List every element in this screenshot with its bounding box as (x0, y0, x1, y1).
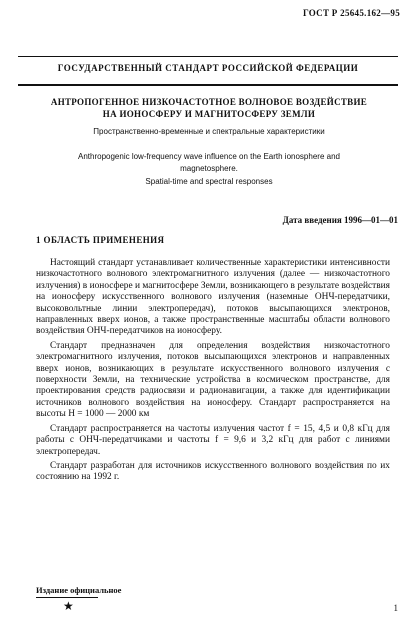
paragraph-1: Настоящий стандарт устанавливает количественные характеристики интенсивности низкочастотного волнового электромагнитного излучения (далее — низкочастотного излучения) в ионосфере и магнитосфере Земли, возникающего в результате воздействия на ионосферу искусственного волнового излучения (наземные ОНЧ-передатчики, высоковольтные линии электропередач), потоков высыпающихся электронов, направленных вверх ионов, а также пространственные масштабы области волнового воздействия ОНЧ-передатчиков на ионосферу. (36, 258, 390, 337)
edition-label: Издание официальное (36, 585, 122, 595)
page-number: 1 (393, 603, 398, 613)
main-title (30, 96, 388, 120)
top-divider (18, 56, 398, 57)
thick-divider (18, 84, 398, 86)
paragraph-4: Стандарт разработан для источников искусственного волнового воздействия по их состоянию на 1992 г. (36, 460, 390, 483)
english-title-line-1: Anthropogenic low-frequency wave influence on the Earth ionosphere and (78, 152, 340, 161)
standard-title: ГОСУДАРСТВЕННЫЙ СТАНДАРТ РОССИЙСКОЙ ФЕДЕРАЦИИ (57, 63, 359, 73)
paragraph-2: Стандарт предназначен для определения воздействия низкочастотного электромагнитного излучения, потоков высыпающихся электронов и направленных вверх ионов, возникающих в результате искусственного волнового излучения с поверхности Земли, на технические устройства в космическом пространстве, для проектирования средств радиосвязи и радионавигации, а также для идентификации источников волнового воздействия на ионосферу. Стандарт распространяется на высоты H = 1000 — 2000 км (36, 340, 390, 420)
english-title-line-2: magnetosphere. (180, 164, 238, 173)
star-icon: ★ (63, 599, 74, 613)
english-title (40, 151, 378, 175)
effective-date: Дата введения 1996—01—01 (282, 215, 398, 225)
document-code: ГОСТ Р 25645.162—95 (302, 8, 400, 18)
main-title-line-2: НА ИОНОСФЕРУ И МАГНИТОСФЕРУ ЗЕМЛИ (102, 109, 316, 119)
paragraph-3: Стандарт распространяется на частоты излучения частот f = 15, 4,5 и 0,8 кГц для работы с ОНЧ-передатчиками и частоты f = 9,6 и 3,2 кГц для работ с линиями электропередач. (36, 423, 390, 457)
section-heading: 1 ОБЛАСТЬ ПРИМЕНЕНИЯ (36, 235, 165, 245)
section-body (36, 258, 390, 487)
footer-divider (36, 597, 98, 598)
english-subtitle: Spatial-time and spectral responses (145, 177, 273, 186)
subtitle: Пространственно-временные и спектральные характеристики (93, 127, 325, 136)
main-title-line-1: АНТРОПОГЕННОЕ НИЗКОЧАСТОТНОЕ ВОЛНОВОЕ ВОЗДЕЙСТВИЕ (50, 97, 368, 107)
